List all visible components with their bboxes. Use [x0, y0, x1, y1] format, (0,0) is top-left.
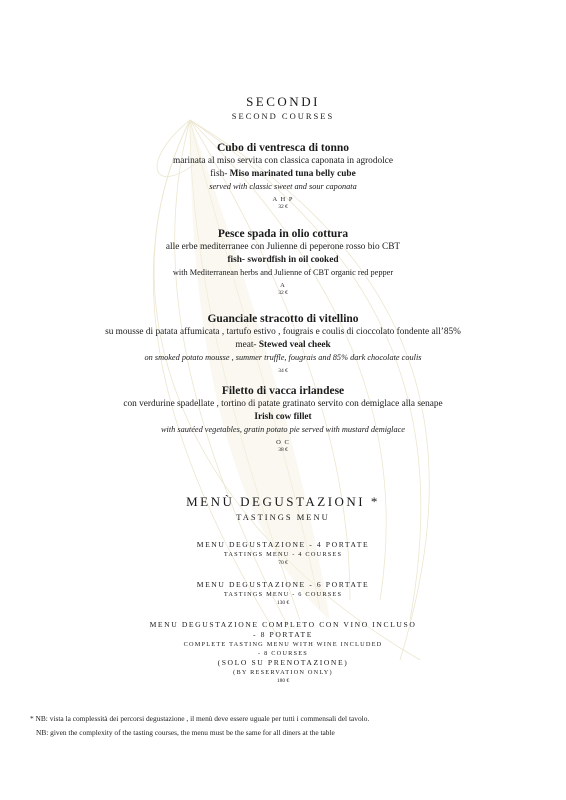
dish-swordfish — [0, 227, 566, 297]
footnote-english: NB: given the complexity of the tasting courses, the menu must be the same for all diners at the table — [36, 728, 335, 737]
dish-english-name: fish- swordfish in oil cooked — [227, 255, 339, 265]
dish-description: su mousse di patata affumicata , tartufo estivo , fougrais e coulis di cioccolato fondente all’85% — [105, 327, 461, 337]
dish-description: con verdurine spadellate , tortino di patate gratinato servito con demiglace alla senape — [123, 399, 443, 409]
dish-allergens: A H P — [272, 196, 294, 203]
menu-english-name: TASTINGS MENU - 6 COURSES — [223, 591, 343, 598]
dish-english-description: with Mediterranean herbs and Julienne of CBT organic red pepper — [172, 268, 394, 277]
dish-english-description: on smoked potato mousse , summer truffle, fougrais and 85% dark chocolate coulis — [144, 353, 422, 362]
dish-english-description: served with classic sweet and sour caponata — [209, 182, 357, 191]
dish-price: 32 € — [278, 290, 288, 296]
dish-name: Guanciale stracotto di vitellino — [207, 313, 359, 325]
dish-english-description: with sautéed vegetables, gratin potato pie served with mustard demiglace — [161, 425, 405, 434]
degustazioni-title: MENÙ DEGUSTAZIONI * — [186, 494, 380, 509]
tasting-menu-6 — [0, 580, 566, 607]
dish-tuna — [0, 141, 566, 211]
dish-price: 38 € — [278, 447, 288, 453]
secondi-title: SECONDI — [246, 94, 320, 109]
dish-allergens: O C — [276, 439, 290, 446]
degustazioni-subtitle: TASTINGS MENU — [236, 512, 330, 522]
menu-english-name: COMPLETE TASTING MENU WITH WINE INCLUDED — [183, 641, 383, 648]
menu-reservation-note-english: (BY RESERVATION ONLY) — [233, 669, 333, 676]
dish-english-name: fish- Miso marinated tuna belly cube — [210, 169, 356, 179]
menu-name: MENU DEGUSTAZIONE - 4 PORTATE — [196, 540, 370, 549]
menu-name: MENU DEGUSTAZIONE COMPLETO CON VINO INCLUSO — [149, 620, 417, 629]
dish-name: Filetto di vacca irlandese — [221, 385, 345, 397]
menu-name: MENU DEGUSTAZIONE - 6 PORTATE — [196, 580, 370, 589]
footnote-italian: * NB: vista la complessità dei percorsi degustazione , il menù deve essere uguale per tutti i commensali del tavolo. — [30, 714, 370, 723]
dish-description: marinata al miso servita con classica caponata in agrodolce — [173, 156, 393, 166]
secondi-subtitle: SECOND COURSES — [231, 111, 335, 121]
menu-english-name-line-2: - 8 COURSES — [258, 650, 308, 657]
dish-english-name: meat- Stewed veal cheek — [235, 340, 331, 350]
dish-name: Cubo di ventresca di tonno — [216, 142, 350, 154]
dish-price: 32 € — [278, 204, 288, 210]
menu-price: 180 € — [276, 678, 290, 684]
dish-english-name: Irish cow fillet — [254, 412, 312, 422]
menu-price: 130 € — [276, 600, 290, 606]
dish-cow-fillet — [0, 384, 566, 454]
tasting-menu-complete — [0, 620, 566, 685]
dish-description: alle erbe mediterranee con Julienne di peperone rosso bio CBT — [165, 242, 401, 252]
dish-allergens: A — [280, 282, 286, 289]
dish-name: Pesce spada in olio cottura — [217, 228, 349, 240]
dish-price: 34 € — [278, 368, 288, 374]
menu-english-name: TASTINGS MENU - 4 COURSES — [223, 551, 343, 558]
dish-veal-cheek — [0, 312, 566, 375]
menu-name-line-2: - 8 PORTATE — [253, 630, 313, 639]
menu-price: 70 € — [278, 560, 288, 566]
menu-reservation-note: (SOLO SU PRENOTAZIONE) — [217, 658, 349, 667]
tasting-menu-4 — [0, 540, 566, 567]
